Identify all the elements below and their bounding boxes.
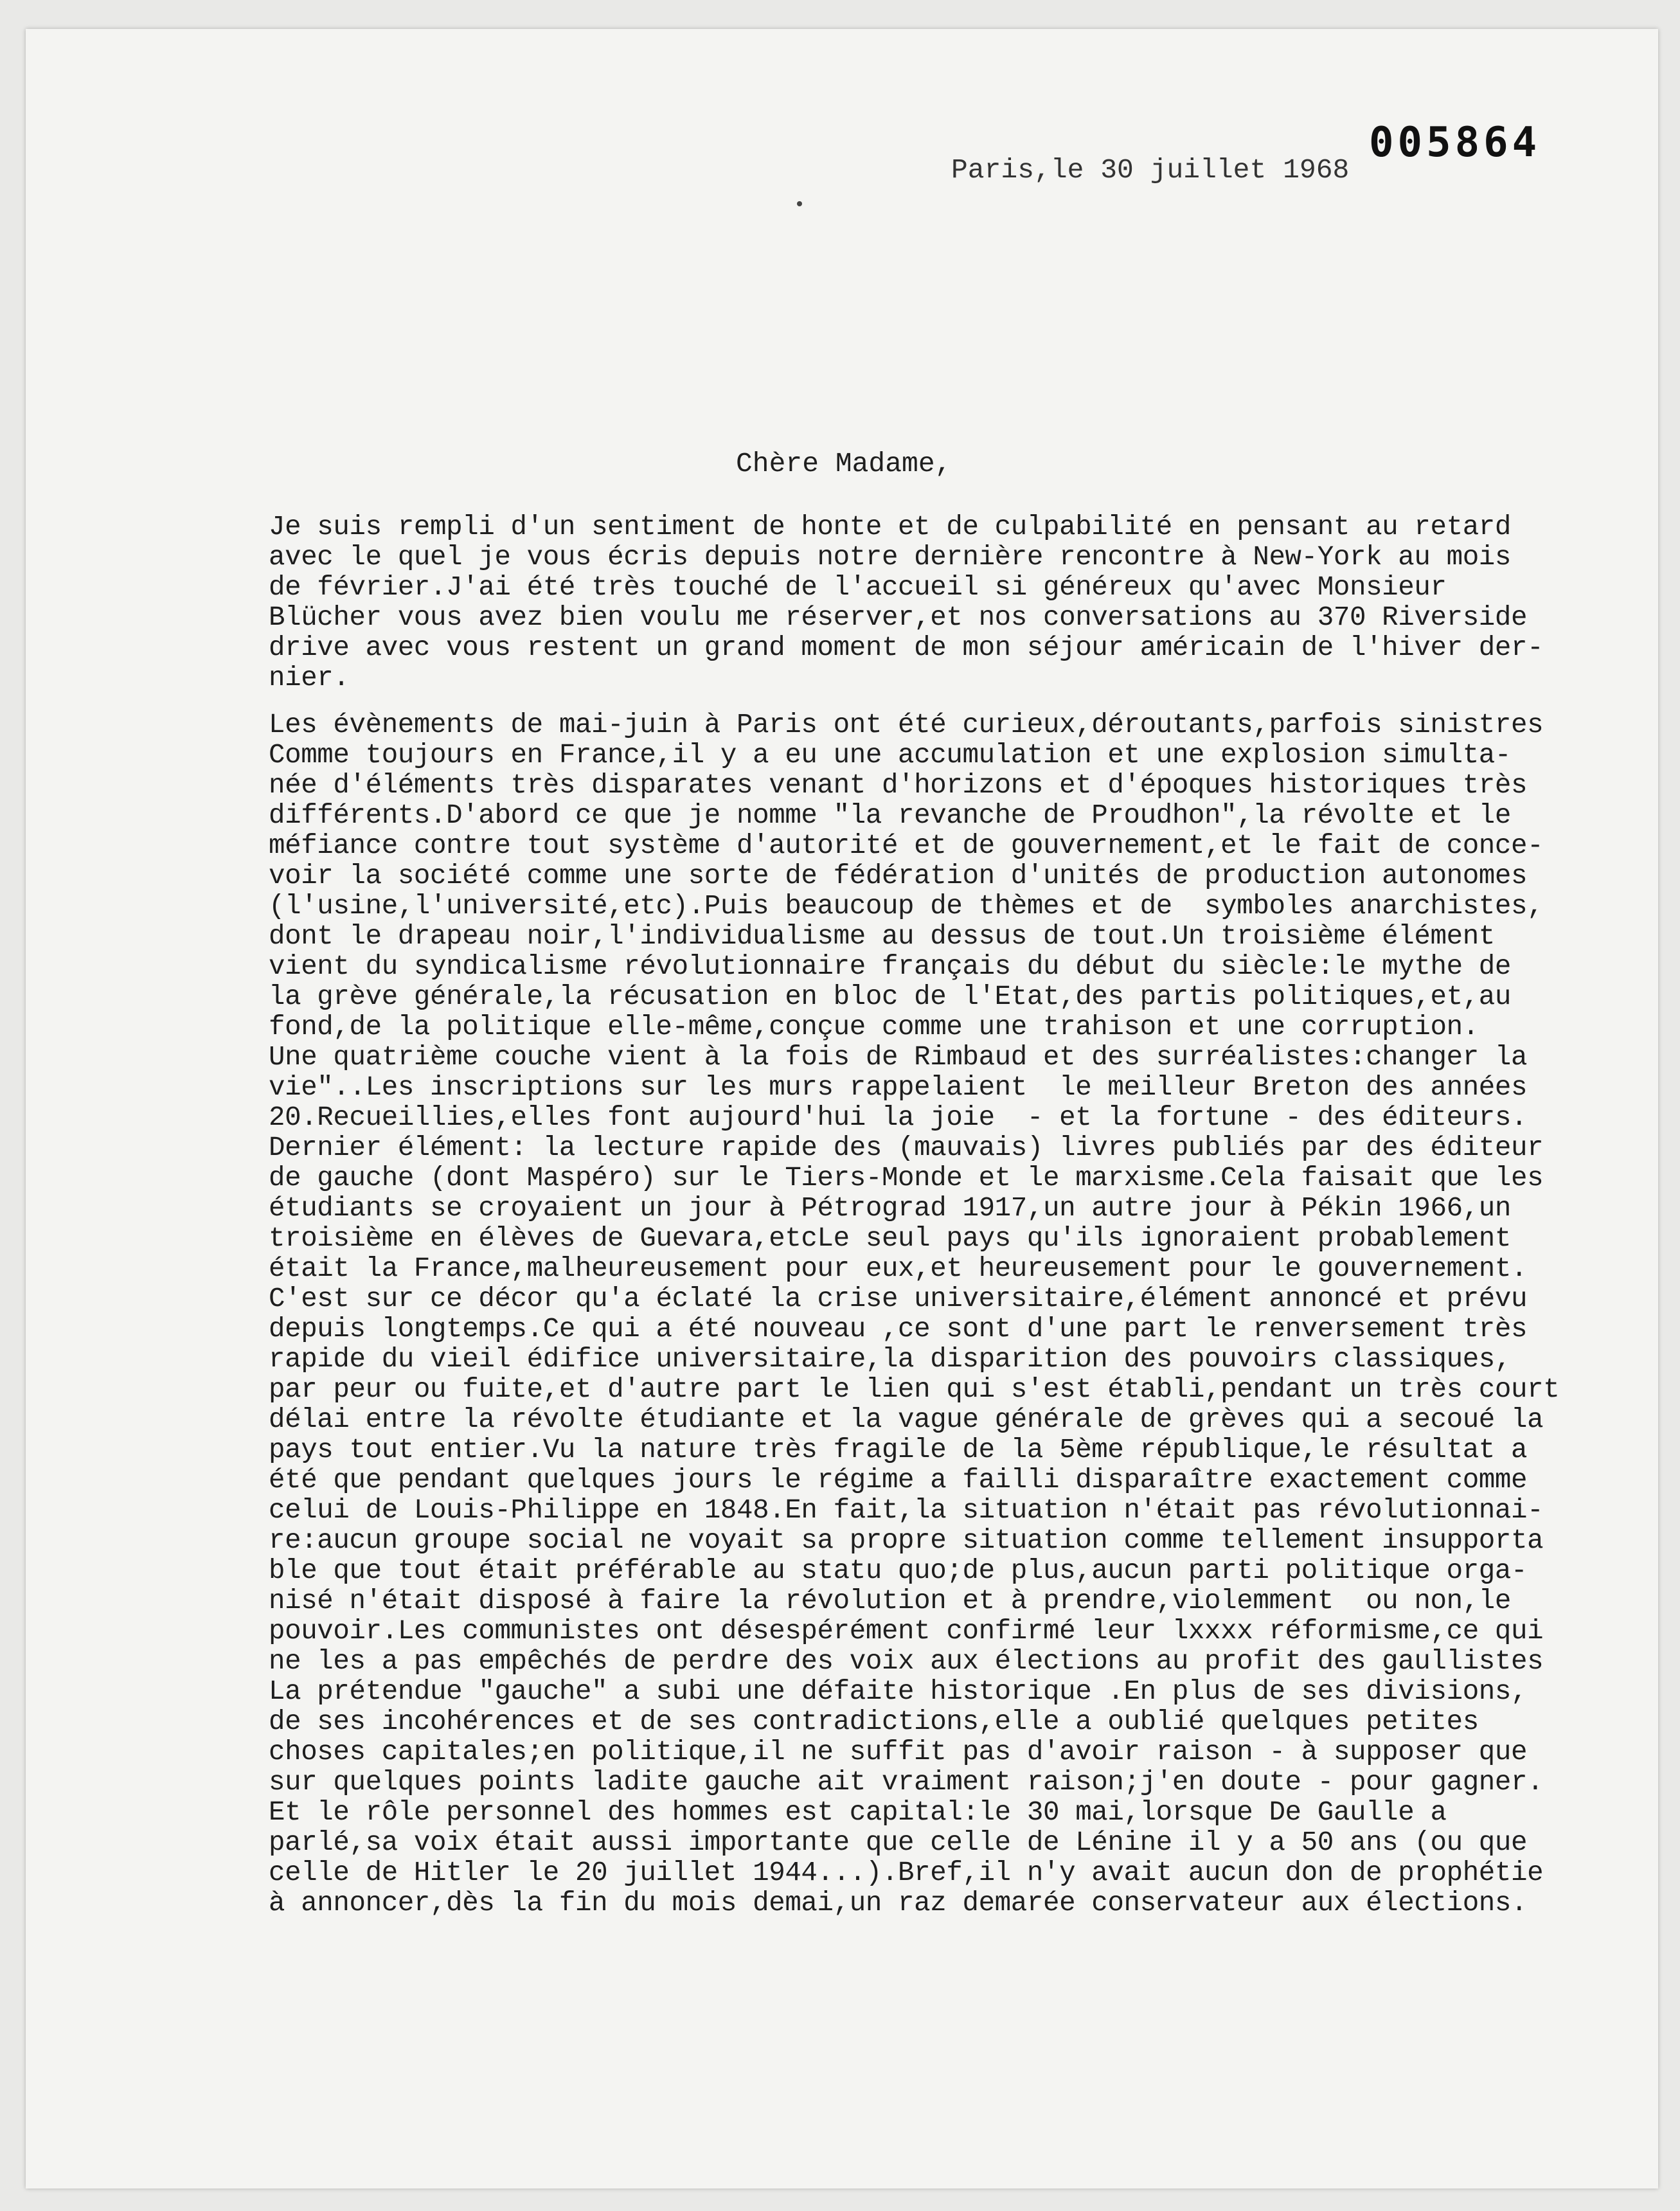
text-line: différents.D'abord ce que je nomme "la revanche de Proudhon",la révolte et le xyxy=(269,800,1512,831)
text-line: fond,de la politique elle-même,conçue comme une trahison et une corruption. xyxy=(269,1012,1479,1043)
paragraph xyxy=(269,512,1680,694)
text-line: de gauche (dont Maspéro) sur le Tiers-Monde et le marxisme.Cela faisait que les xyxy=(269,1163,1544,1194)
text-line: vient du syndicalisme révolutionnaire français du début du siècle:le mythe de xyxy=(269,951,1512,982)
letter-body xyxy=(269,512,1680,1935)
text-line: née d'éléments très disparates venant d'horizons et d'époques historiques très xyxy=(269,770,1528,801)
text-line: 20.Recueillies,elles font aujourd'hui la joie - et la fortune - des éditeurs. xyxy=(269,1102,1528,1133)
text-line: Dernier élément: la lecture rapide des (mauvais) livres publiés par des éditeur xyxy=(269,1132,1544,1163)
text-line: celui de Louis-Philippe en 1848.En fait,la situation n'était pas révolutionnai- xyxy=(269,1495,1544,1526)
text-line: La prétendue "gauche" a subi une défaite historique .En plus de ses divisions, xyxy=(269,1676,1528,1707)
text-line: dont le drapeau noir,l'individualisme au dessus de tout.Un troisième élément xyxy=(269,921,1495,952)
text-line: nier. xyxy=(269,663,350,694)
text-line: à annoncer,dès la fin du mois demai,un raz demarée conservateur aux élections. xyxy=(269,1888,1528,1919)
text-line: Blücher vous avez bien voulu me réserver,et nos conversations au 370 Riverside xyxy=(269,602,1528,633)
salutation: Chère Madame, xyxy=(736,448,952,479)
text-line: Comme toujours en France,il y a eu une accumulation et une explosion simulta- xyxy=(269,740,1512,771)
text-line: re:aucun groupe social ne voyait sa propre situation comme tellement insupporta xyxy=(269,1525,1544,1556)
paragraph xyxy=(269,710,1680,1919)
text-line: ne les a pas empêchés de perdre des voix aux élections au profit des gaullistes xyxy=(269,1646,1544,1677)
text-line: nisé n'était disposé à faire la révolution et à prendre,violemment ou non,le xyxy=(269,1586,1512,1616)
text-line: pays tout entier.Vu la nature très fragile de la 5ème république,le résultat a xyxy=(269,1435,1528,1465)
text-line: troisième en élèves de Guevara,etcLe seul pays qu'ils ignoraient probablement xyxy=(269,1223,1512,1254)
text-line: délai entre la révolte étudiante et la vague générale de grèves qui a secoué la xyxy=(269,1404,1544,1435)
text-line: ble que tout était préférable au statu quo;de plus,aucun parti politique orga- xyxy=(269,1555,1528,1586)
letter-page xyxy=(26,29,1658,2189)
letter-date: Paris,le 30 juillet 1968 xyxy=(951,154,1350,186)
text-line: voir la société comme une sorte de fédération d'unités de production autonomes xyxy=(269,861,1528,891)
text-line: avec le quel je vous écris depuis notre dernière rencontre à New-York au mois xyxy=(269,542,1512,573)
text-line: étudiants se croyaient un jour à Pétrograd 1917,un autre jour à Pékin 1966,un xyxy=(269,1193,1512,1224)
text-line: de février.J'ai été très touché de l'accueil si généreux qu'avec Monsieur xyxy=(269,572,1447,603)
text-line: rapide du vieil édifice universitaire,la disparition des pouvoirs classiques, xyxy=(269,1344,1512,1375)
text-line: méfiance contre tout système d'autorité et de gouvernement,et le fait de conce- xyxy=(269,830,1544,861)
text-line: vie"..Les inscriptions sur les murs rappelaient le meilleur Breton des années xyxy=(269,1072,1528,1103)
text-line: de ses incohérences et de ses contradictions,elle a oublié quelques petites xyxy=(269,1706,1479,1737)
text-line: était la France,malheureusement pour eux,et heureusement pour le gouvernement. xyxy=(269,1253,1528,1284)
text-line: C'est sur ce décor qu'a éclaté la crise universitaire,élément annoncé et prévu xyxy=(269,1284,1528,1314)
text-line: Une quatrième couche vient à la fois de Rimbaud et des surréalistes:changer la xyxy=(269,1042,1528,1073)
ink-dot xyxy=(797,201,802,206)
text-line: sur quelques points ladite gauche ait vraiment raison;j'en doute - pour gagner. xyxy=(269,1767,1544,1798)
text-line: Et le rôle personnel des hommes est capital:le 30 mai,lorsque De Gaulle a xyxy=(269,1797,1447,1828)
archive-number: 005864 xyxy=(1369,119,1541,166)
text-line: Les évènements de mai-juin à Paris ont été curieux,déroutants,parfois sinistres xyxy=(269,710,1544,740)
text-line: celle de Hitler le 20 juillet 1944...).Bref,il n'y avait aucun don de prophétie xyxy=(269,1857,1544,1888)
text-line: parlé,sa voix était aussi importante que celle de Lénine il y a 50 ans (ou que xyxy=(269,1827,1528,1858)
text-line: par peur ou fuite,et d'autre part le lien qui s'est établi,pendant un très court xyxy=(269,1374,1560,1405)
text-line: été que pendant quelques jours le régime a failli disparaître exactement comme xyxy=(269,1465,1528,1496)
text-line: depuis longtemps.Ce qui a été nouveau ,ce sont d'une part le renversement très xyxy=(269,1314,1528,1345)
text-line: Je suis rempli d'un sentiment de honte et de culpabilité en pensant au retard xyxy=(269,512,1512,542)
text-line: choses capitales;en politique,il ne suffit pas d'avoir raison - à supposer que xyxy=(269,1737,1528,1768)
text-line: pouvoir.Les communistes ont désespérément confirmé leur lxxxx réformisme,ce qui xyxy=(269,1616,1544,1647)
text-line: la grève générale,la récusation en bloc de l'Etat,des partis politiques,et,au xyxy=(269,981,1512,1012)
text-line: drive avec vous restent un grand moment de mon séjour américain de l'hiver der- xyxy=(269,632,1544,663)
text-line: (l'usine,l'université,etc).Puis beaucoup de thèmes et de symboles anarchistes, xyxy=(269,891,1544,922)
